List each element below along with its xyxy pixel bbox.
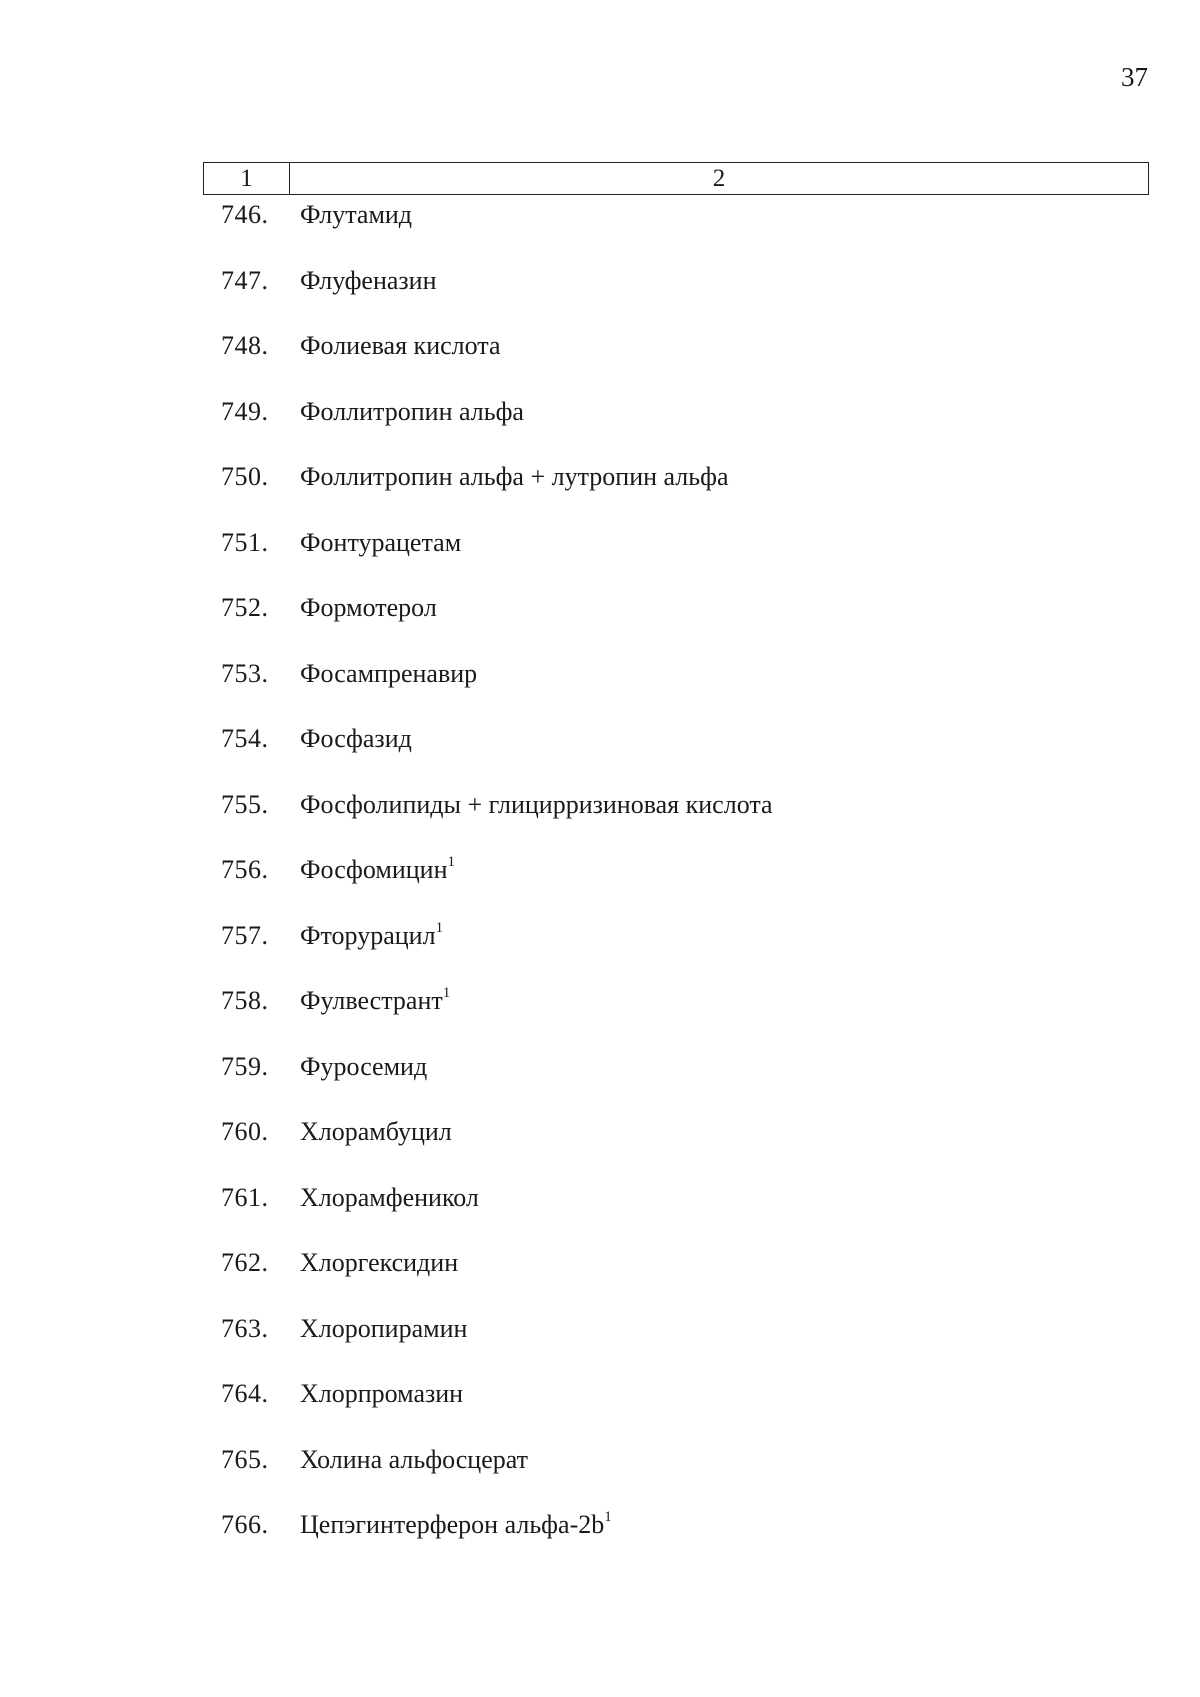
item-name <box>300 1508 612 1542</box>
footnote-mark: 1 <box>435 919 444 936</box>
item-name <box>300 591 437 625</box>
item-number: 766. <box>221 1510 269 1539</box>
list-item <box>0 264 1200 330</box>
footnote-mark: 1 <box>442 985 451 1001</box>
item-name-text: Хлоропирамин <box>300 1313 468 1343</box>
item-number: 763. <box>221 1313 269 1343</box>
item-name <box>300 1377 463 1411</box>
item-name-text: Фторурацил <box>300 920 436 950</box>
footnote-mark: 1 <box>604 1509 612 1525</box>
item-name <box>300 1115 452 1149</box>
item-name <box>300 198 412 232</box>
item-number: 762. <box>221 1248 269 1277</box>
item-number: 752. <box>221 593 269 622</box>
item-name <box>300 395 524 429</box>
list-item <box>0 198 1200 264</box>
item-name <box>300 657 477 691</box>
item-name <box>300 919 443 953</box>
list-item <box>0 722 1200 788</box>
item-name <box>300 722 412 756</box>
item-number: 747. <box>221 265 269 295</box>
drug-list <box>0 198 1200 1574</box>
item-name-text: Фосфазид <box>300 724 412 753</box>
list-item <box>0 395 1200 461</box>
list-item <box>0 1181 1200 1247</box>
item-name-text: Фонтурацетам <box>300 527 462 557</box>
item-name-text: Фуросемид <box>300 1051 428 1081</box>
item-number: 761. <box>221 1182 269 1212</box>
list-item <box>0 919 1200 985</box>
list-item <box>0 1508 1200 1574</box>
list-item <box>0 1115 1200 1181</box>
item-name-text: Фосфолипиды + глицирризиновая кислота <box>300 789 773 819</box>
item-name <box>300 788 773 822</box>
item-name-text: Фолиевая кислота <box>300 331 501 360</box>
item-name-text: Флутамид <box>300 200 413 229</box>
page-number: 37 <box>1121 62 1148 92</box>
list-item <box>0 1443 1200 1509</box>
item-name <box>300 460 729 494</box>
item-number: 756. <box>221 855 269 884</box>
item-name-text: Фулвестрант <box>300 986 443 1015</box>
table-header <box>203 162 1149 195</box>
item-name <box>300 984 450 1018</box>
item-name-text: Холина альфосцерат <box>300 1444 528 1474</box>
item-number: 753. <box>221 658 269 688</box>
item-number: 748. <box>221 331 269 360</box>
list-item <box>0 1312 1200 1378</box>
item-name <box>300 329 501 363</box>
list-item <box>0 591 1200 657</box>
item-number: 757. <box>221 920 269 950</box>
list-item <box>0 1246 1200 1312</box>
footnote-mark: 1 <box>447 854 456 870</box>
item-name <box>300 1246 458 1280</box>
item-number: 758. <box>221 986 269 1015</box>
item-name-text: Фоллитропин альфа + лутропин альфа <box>300 462 729 491</box>
item-name <box>300 1181 479 1215</box>
list-item <box>0 657 1200 723</box>
list-item <box>0 984 1200 1050</box>
item-number: 765. <box>221 1444 269 1474</box>
item-number: 760. <box>221 1117 269 1146</box>
list-item <box>0 1050 1200 1116</box>
item-name-text: Хлоргексидин <box>300 1248 459 1277</box>
item-number: 749. <box>221 396 269 426</box>
item-name-text: Хлорамбуцил <box>300 1117 452 1146</box>
table-header-col-1: 1 <box>204 163 290 194</box>
item-name-text: Фосфомицин <box>300 855 448 884</box>
list-item <box>0 853 1200 919</box>
item-name-text: Фоллитропин альфа <box>300 396 524 426</box>
item-name-text: Флуфеназин <box>300 265 437 295</box>
list-item <box>0 460 1200 526</box>
item-name <box>300 264 437 298</box>
list-item <box>0 788 1200 854</box>
item-name <box>300 853 455 887</box>
item-number: 754. <box>221 724 269 753</box>
list-item <box>0 1377 1200 1443</box>
item-name <box>300 526 461 560</box>
item-number: 759. <box>221 1051 269 1081</box>
item-name <box>300 1050 427 1084</box>
table-header-col-2: 2 <box>712 165 726 192</box>
item-name-text: Цепэгинтерферон альфа-2b <box>300 1510 605 1539</box>
item-name <box>300 1312 467 1346</box>
item-name-text: Формотерол <box>300 593 437 622</box>
item-name-text: Фосампренавир <box>300 658 478 688</box>
item-number: 755. <box>221 789 269 819</box>
item-number: 764. <box>221 1379 269 1408</box>
item-name-text: Хлорамфеникол <box>300 1182 479 1212</box>
item-name-text: Хлорпромазин <box>300 1379 464 1408</box>
item-number: 751. <box>221 527 269 557</box>
item-name <box>300 1443 528 1477</box>
list-item <box>0 329 1200 395</box>
list-item <box>0 526 1200 592</box>
item-number: 750. <box>221 462 269 491</box>
item-number: 746. <box>221 200 269 229</box>
